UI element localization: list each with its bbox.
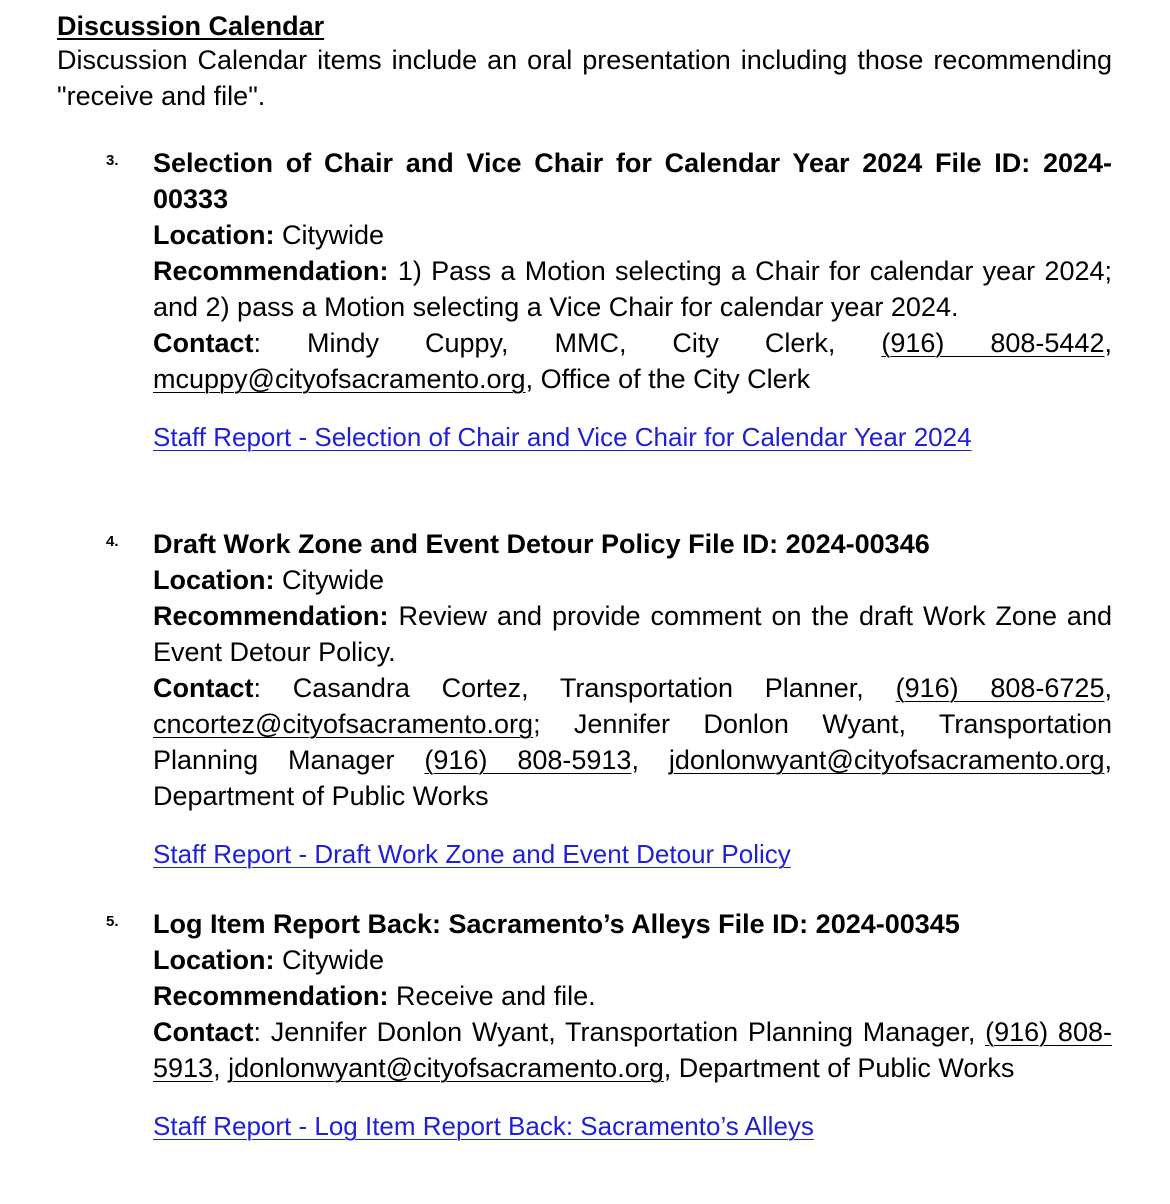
recommendation-value: 1) Pass a Motion selecting a Chair for calendar year 2024; and 2) pass a Motion selecting a Vice Chair for calendar year 2024. (153, 256, 1112, 322)
item-title: Draft Work Zone and Event Detour Policy File ID: 2024-00346 (153, 529, 930, 559)
item-contact: Contact: Mindy Cuppy, MMC, City Clerk, (916) 808-5442, mcuppy@cityofsacramento.org, Office of the City Clerk (153, 328, 1112, 394)
item-number: 4. (106, 533, 119, 550)
item-body (153, 526, 1112, 872)
item-recommendation (153, 978, 1112, 1014)
item-contact: Contact: Casandra Cortez, Transportation Planner, (916) 808-6725, cncortez@cityofsacramento.org; Jennifer Donlon Wyant, Transportation Planning Manager (916) 808-5913, jdonlonwyant@cityofsacramento.org, Department of Public Works (153, 673, 1112, 811)
section-intro: Discussion Calendar items include an oral presentation including those recommending "receive and file". (57, 45, 1112, 111)
item-body (153, 906, 1112, 1144)
item-location (153, 217, 1112, 253)
contact-name: Mindy Cuppy, MMC, City Clerk, (306, 328, 836, 358)
location-label: Location: (153, 945, 275, 975)
staff-report-link[interactable]: Staff Report - Draft Work Zone and Event Detour Policy (153, 839, 791, 869)
contact-phone-link[interactable]: (916) 808-6725 (895, 673, 1105, 703)
item-body (153, 145, 1112, 455)
item-recommendation (153, 253, 1112, 325)
contact-phone-link[interactable]: (916) 808-5442 (881, 328, 1105, 358)
item-recommendation (153, 598, 1112, 670)
recommendation-label: Recommendation: (153, 256, 389, 286)
recommendation-value: Receive and file. (396, 981, 596, 1011)
item-location (153, 942, 1112, 978)
contact-email-link[interactable]: cncortez@cityofsacramento.org (153, 709, 534, 739)
item-title: Selection of Chair and Vice Chair for Calendar Year 2024 File ID: 2024-00333 (153, 148, 1112, 214)
contact-phone-link-2[interactable]: (916) 808-5913 (424, 745, 632, 775)
item-title: Log Item Report Back: Sacramento’s Alleys File ID: 2024-00345 (153, 909, 960, 939)
item-number: 5. (106, 913, 119, 930)
contact-name: Jennifer Donlon Wyant, Transportation Planning Manager, (270, 1017, 976, 1047)
recommendation-label: Recommendation: (153, 601, 389, 631)
contact-label: Contact (153, 328, 254, 358)
contact-phone-link[interactable]: (916) 808-5913 (153, 1017, 1112, 1083)
contact-label: Contact (153, 673, 254, 703)
contact-email-link[interactable]: jdonlonwyant@cityofsacramento.org (228, 1053, 664, 1083)
location-label: Location: (153, 220, 275, 250)
item-location (153, 562, 1112, 598)
item-number: 3. (106, 152, 119, 169)
contact-name: Casandra Cortez, Transportation Planner, (292, 673, 864, 703)
contact-email-link[interactable]: mcuppy@cityofsacramento.org (153, 364, 526, 394)
location-value: Citywide (282, 220, 385, 250)
location-value: Citywide (282, 945, 385, 975)
staff-report-link[interactable]: Staff Report - Log Item Report Back: Sacramento’s Alleys (153, 1111, 814, 1141)
location-value: Citywide (282, 565, 385, 595)
contact-email-link-2[interactable]: jdonlonwyant@cityofsacramento.org (668, 745, 1105, 775)
location-label: Location: (153, 565, 275, 595)
contact-department: , Office of the City Clerk (525, 364, 811, 394)
recommendation-label: Recommendation: (153, 981, 389, 1011)
staff-report-link[interactable]: Staff Report - Selection of Chair and Vice Chair for Calendar Year 2024 (153, 422, 972, 452)
recommendation-value: Review and provide comment on the draft Work Zone and Event Detour Policy. (153, 601, 1112, 667)
contact-department: , Department of Public Works (663, 1053, 1015, 1083)
contact-name-2: ; Jennifer Donlon Wyant, Transportation Planning Manager (153, 709, 1112, 775)
contact-department: , Department of Public Works (153, 745, 1112, 811)
contact-label: Contact (153, 1017, 254, 1047)
section-title: Discussion Calendar (57, 11, 325, 41)
item-contact: Contact: Jennifer Donlon Wyant, Transportation Planning Manager, (916) 808-5913, jdonlonwyant@cityofsacramento.org, Department of Public Works (153, 1017, 1112, 1083)
